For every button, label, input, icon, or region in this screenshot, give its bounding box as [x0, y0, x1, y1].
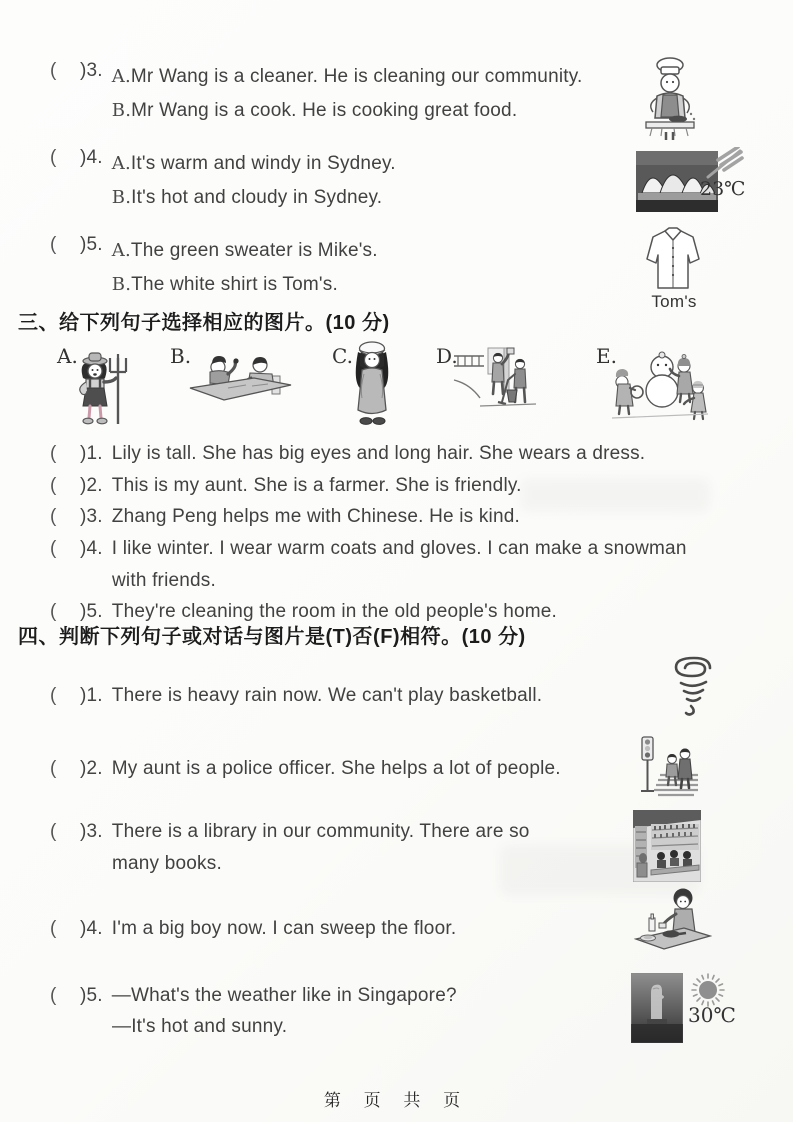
item-text: They're cleaning the room in the old people's home. [111, 601, 557, 622]
tf-item-3 [50, 816, 530, 848]
people-cleaning-room-image [452, 346, 536, 412]
option-label: B. [111, 274, 132, 295]
answer-blank: ( [50, 234, 57, 255]
option-text: The white shirt is Tom's. [131, 274, 338, 295]
boy-cleaning-table-image [634, 886, 712, 958]
item-number: )1. [80, 685, 103, 706]
tornado-icon [672, 656, 714, 718]
picture-option-label-d: D. [436, 344, 458, 368]
windy-flag-icon [706, 147, 744, 179]
listening-question-5 [50, 234, 378, 302]
listening-question-3 [50, 60, 583, 128]
shirt-caption: Tom's [651, 292, 697, 311]
item-number: )5. [80, 601, 103, 622]
match-item-2 [50, 470, 522, 502]
answer-blank: ( [50, 538, 57, 559]
option-text: It's hot and cloudy in Sydney. [131, 187, 383, 208]
item-number: )4. [80, 538, 103, 559]
bleed-through-smudge [520, 478, 710, 512]
question-number: )4. [80, 147, 103, 168]
option-label: B. [111, 187, 132, 208]
option-text: Mr Wang is a cleaner. He is cleaning our community. [130, 66, 583, 87]
picture-option-label-b: B. [170, 344, 192, 368]
answer-blank: ( [50, 60, 57, 81]
picture-option-label-c: C. [332, 344, 353, 368]
picture-option-label-e: E. [596, 344, 617, 368]
kids-making-snowman-image [610, 350, 710, 422]
question-number: )3. [80, 60, 103, 81]
answer-blank: ( [50, 475, 57, 496]
item-text: There is heavy rain now. We can't play basketball. [111, 685, 543, 706]
girl-in-cap-and-coat-image [348, 340, 396, 428]
item-number: )4. [80, 918, 103, 939]
farmer-girl-with-pitchfork-image [73, 348, 133, 428]
page-footer: 第 页 共 页 [323, 1091, 470, 1110]
match-item-3 [50, 501, 520, 533]
picture-option-label-a: A. [57, 344, 78, 368]
options [112, 234, 378, 302]
tf-item-3-continued: many books. [112, 853, 222, 874]
options [112, 60, 583, 128]
item-text: I like winter. I wear warm coats and gloves. I can make a snowman [111, 538, 687, 559]
option-label: A. [111, 66, 131, 87]
answer-blank: ( [50, 147, 57, 168]
answer-blank: ( [50, 601, 57, 622]
answer-blank: ( [50, 443, 57, 464]
listening-question-4 [50, 147, 396, 215]
tf-item-2 [50, 753, 561, 785]
section-three-heading: 三、给下列句子选择相应的图片。(10 分) [18, 312, 390, 334]
item-text: There is a library in our community. There are so [111, 821, 530, 842]
temperature-label: 23℃ [700, 178, 746, 200]
match-item-4 [50, 533, 687, 565]
tf-item-5 [50, 980, 457, 1012]
options [112, 147, 396, 215]
answer-blank: ( [50, 685, 57, 706]
option-text: Mr Wang is a cook. He is cooking great food. [131, 100, 518, 121]
answer-blank: ( [50, 506, 57, 527]
item-text: This is my aunt. She is a farmer. She is friendly. [111, 475, 522, 496]
answer-blank: ( [50, 985, 57, 1006]
match-item-1 [50, 438, 645, 470]
merlion-photo [631, 973, 683, 1043]
item-text: My aunt is a police officer. She helps a lot of people. [111, 758, 561, 779]
two-boys-at-desk-image [188, 352, 293, 406]
tf-item-5-continued: —It's hot and sunny. [112, 1016, 288, 1037]
option-label: A. [111, 153, 131, 174]
match-item-4-continued: with friends. [112, 570, 216, 591]
option-text: It's warm and windy in Sydney. [130, 153, 396, 174]
item-number: )1. [80, 443, 103, 464]
item-text: —What's the weather like in Singapore? [111, 985, 457, 1006]
option-label: A. [111, 240, 131, 261]
answer-blank: ( [50, 918, 57, 939]
option-label: B. [111, 100, 132, 121]
item-number: )3. [80, 821, 103, 842]
item-text: Zhang Peng helps me with Chinese. He is kind. [111, 506, 520, 527]
answer-blank: ( [50, 758, 57, 779]
question-number: )5. [80, 234, 103, 255]
white-shirt-image [644, 226, 702, 292]
tf-item-1 [50, 680, 542, 712]
tf-item-4 [50, 913, 456, 945]
option-text: The green sweater is Mike's. [130, 240, 378, 261]
answer-blank: ( [50, 821, 57, 842]
library-photo [633, 810, 701, 882]
item-number: )3. [80, 506, 103, 527]
chef-cooking-image [642, 56, 698, 146]
item-number: )2. [80, 475, 103, 496]
temperature-label: 30℃ [688, 1003, 736, 1027]
item-number: )2. [80, 758, 103, 779]
item-text: Lily is tall. She has big eyes and long hair. She wears a dress. [111, 443, 646, 464]
section-four-heading: 四、判断下列句子或对话与图片是(T)否(F)相符。(10 分) [18, 626, 526, 648]
item-number: )5. [80, 985, 103, 1006]
item-text: I'm a big boy now. I can sweep the floor. [111, 918, 457, 939]
traffic-light-crossing-image [634, 735, 700, 799]
